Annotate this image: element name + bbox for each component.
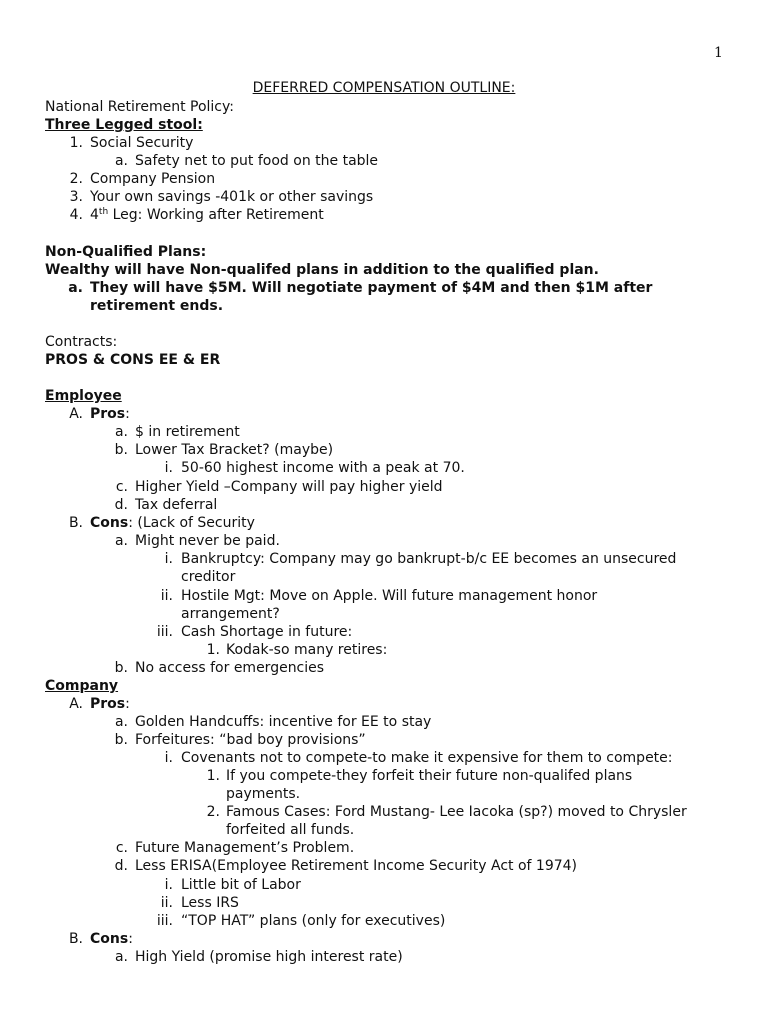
list-marker: 2. <box>69 171 83 187</box>
item-number: 4 <box>90 207 99 223</box>
list-item: 50-60 highest income with a peak at 70. <box>181 460 465 476</box>
list-item: Little bit of Labor <box>181 877 301 893</box>
list-marker: a. <box>114 533 128 549</box>
list-marker: iii. <box>156 624 173 640</box>
list-marker: i. <box>164 877 173 893</box>
section-heading: Non-Qualified Plans: <box>45 244 207 260</box>
list-marker: i. <box>164 750 173 766</box>
list-item: No access for emergencies <box>135 660 325 676</box>
list-item <box>90 695 130 713</box>
list-item: Golden Handcuffs: incentive for EE to stay <box>135 714 432 730</box>
list-marker: b. <box>114 442 128 458</box>
list-item: High Yield (promise high interest rate) <box>135 949 403 965</box>
page-number: 1 <box>714 45 723 61</box>
list-item <box>90 206 324 224</box>
section-subheading: Three Legged stool: <box>45 117 203 133</box>
section-heading: National Retirement Policy: <box>45 99 234 115</box>
list-item: Kodak-so many retires: <box>226 642 388 658</box>
pros-label: Pros <box>90 696 126 712</box>
list-item-continued: arrangement? <box>181 606 280 622</box>
list-item: Social Security <box>90 135 194 151</box>
list-item: Covenants not to compete-to make it expensive for them to compete: <box>181 750 673 766</box>
list-item: Forfeitures: “bad boy provisions” <box>135 732 366 748</box>
list-item: Bankruptcy: Company may go bankrupt-b/c EE becomes an unsecured <box>181 551 677 567</box>
employee-heading: Employee <box>45 388 122 404</box>
list-marker: d. <box>114 497 128 513</box>
list-marker: c. <box>115 479 128 495</box>
list-marker: 1. <box>206 642 220 658</box>
list-item: Hostile Mgt: Move on Apple. Will future management honor <box>181 588 598 604</box>
list-item <box>90 514 255 532</box>
list-marker: a. <box>68 280 83 296</box>
list-item: Company Pension <box>90 171 216 187</box>
list-item <box>90 405 130 423</box>
list-item: $ in retirement <box>135 424 240 440</box>
list-item: Lower Tax Bracket? (maybe) <box>135 442 334 458</box>
list-marker: c. <box>115 840 128 856</box>
list-item <box>90 930 133 948</box>
list-marker: A. <box>69 696 83 712</box>
list-marker: i. <box>164 551 173 567</box>
pros-label: Pros <box>90 406 126 422</box>
document-title: DEFERRED COMPENSATION OUTLINE: <box>252 80 516 96</box>
list-marker: b. <box>114 660 128 676</box>
list-item: “TOP HAT” plans (only for executives) <box>181 913 446 929</box>
company-heading: Company <box>45 678 119 694</box>
list-marker: iii. <box>156 913 173 929</box>
cons-rest: : (Lack of Security <box>128 515 255 531</box>
cons-label: Cons <box>90 931 129 947</box>
list-marker: b. <box>114 732 128 748</box>
list-item: Your own savings -401k or other savings <box>90 189 374 205</box>
list-item: Cash Shortage in future: <box>181 624 353 640</box>
list-item: Famous Cases: Ford Mustang- Lee Iacoka (sp?) moved to Chrysler <box>226 804 687 820</box>
list-item: Might never be paid. <box>135 533 280 549</box>
colon: : <box>125 406 130 422</box>
list-marker: 1. <box>206 768 220 784</box>
list-marker: 4. <box>69 207 83 223</box>
section-heading: Contracts: <box>45 334 118 350</box>
list-marker: a. <box>114 714 128 730</box>
colon: : <box>128 931 133 947</box>
list-marker: A. <box>69 406 83 422</box>
list-marker: d. <box>114 858 128 874</box>
list-item: Higher Yield –Company will pay higher yield <box>135 479 443 495</box>
list-item: Less IRS <box>181 895 239 911</box>
list-marker: a. <box>114 153 128 169</box>
list-marker: a. <box>114 949 128 965</box>
list-item: Future Management’s Problem. <box>135 840 355 856</box>
list-marker: 1. <box>69 135 83 151</box>
list-item: They will have $5M. Will negotiate payment of $4M and then $1M after <box>90 280 653 296</box>
ordinal-suffix: th <box>98 207 109 217</box>
list-marker: B. <box>68 515 83 531</box>
section-subheading: PROS & CONS EE & ER <box>45 352 221 368</box>
list-marker: B. <box>68 931 83 947</box>
list-item-continued: forfeited all funds. <box>226 822 355 838</box>
list-marker: i. <box>164 460 173 476</box>
list-item: If you compete-they forfeit their future non-qualifed plans <box>226 768 633 784</box>
list-item-continued: retirement ends. <box>90 298 224 314</box>
list-marker: a. <box>114 424 128 440</box>
list-item-continued: payments. <box>226 786 301 802</box>
list-item: Tax deferral <box>135 497 218 513</box>
list-marker: ii. <box>160 895 173 911</box>
paragraph: Wealthy will have Non-qualifed plans in addition to the qualified plan. <box>45 262 599 278</box>
list-marker: 2. <box>206 804 220 820</box>
item-text: Leg: Working after Retirement <box>108 207 324 223</box>
list-item-continued: creditor <box>181 569 236 585</box>
list-item: Less ERISA(Employee Retirement Income Security Act of 1974) <box>135 858 578 874</box>
list-item: Safety net to put food on the table <box>135 153 379 169</box>
cons-label: Cons <box>90 515 129 531</box>
colon: : <box>125 696 130 712</box>
list-marker: 3. <box>69 189 83 205</box>
list-marker: ii. <box>160 588 173 604</box>
